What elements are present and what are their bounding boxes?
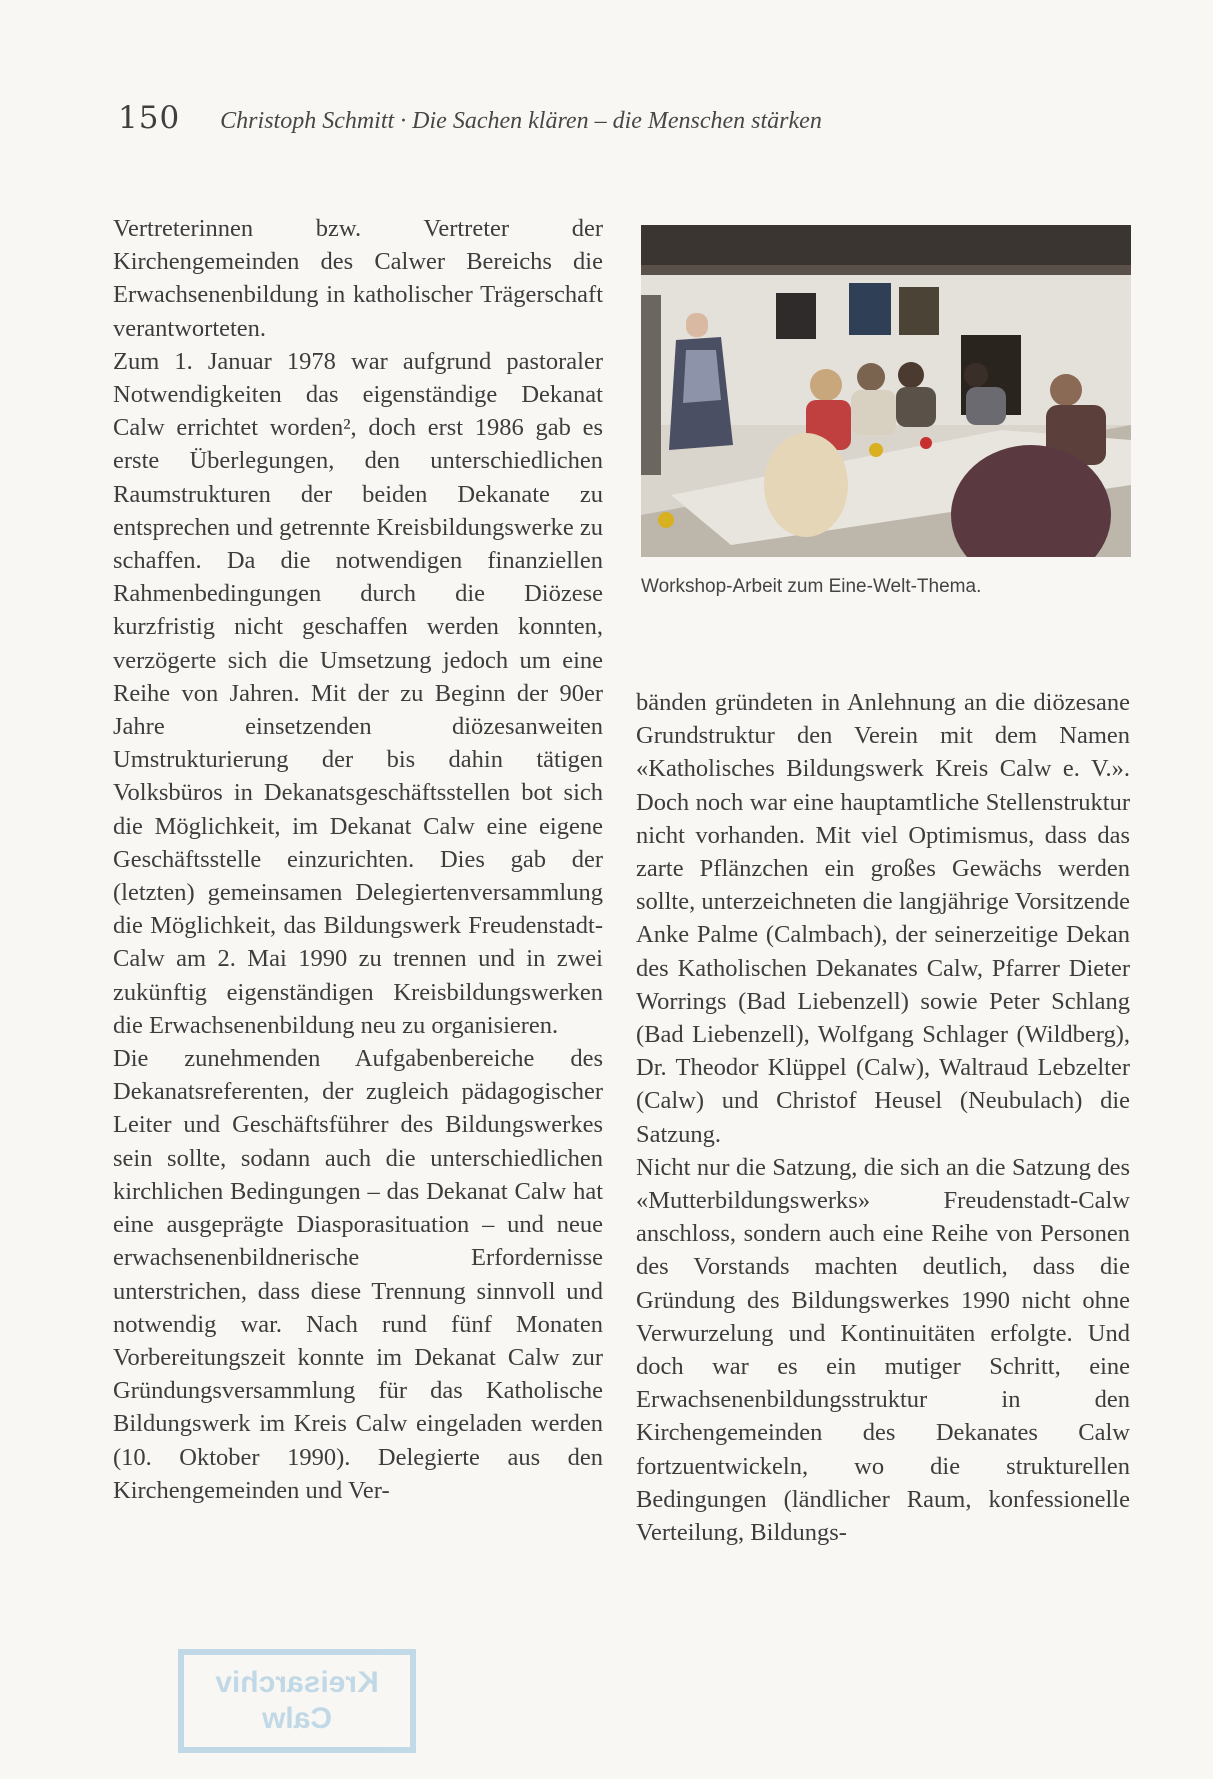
right-column: [636, 686, 1130, 1549]
running-title: Christoph Schmitt · Die Sachen klären – die Menschen stärken: [220, 108, 822, 134]
paragraph: Nicht nur die Satzung, die sich an die Satzung des «Mutterbildungswerks» Freudenstadt-Calw anschloss, sondern auch eine Reihe von Personen des Vorstands machten deutlich, dass die Gründung des Bildungswerkes 1990 nicht ohne Verwurzelung und Kontinuitäten erfolgte. Und doch war es ein mutiger Schritt, eine Erwachsenenbildungsstruktur in den Kirchengemeinden des Dekanates Calw fortzuentwickeln, wo die strukturellen Bedingungen (ländlicher Raum, konfessionelle Verteilung, Bildungs-: [636, 1153, 1130, 1547]
paragraph: bänden gründeten in Anlehnung an die diözesane Grundstruktur den Verein mit dem Namen «Katholisches Bildungswerk Kreis Calw e. V.». Doch noch war eine hauptamtliche Stellenstruktur nicht vorhanden. Mit viel Optimismus, dass das zarte Pflänzchen ein großes Gewächs werden sollte, unterzeichneten die langjährige Vorsitzende Anke Palme (Calmbach), der seinerzeitige Dekan des Katholischen Dekanates Calw, Pfarrer Dieter Worrings (Bad Liebenzell) sowie Peter Schlang (Bad Liebenzell), Wolfgang Schlager (Wildberg), Dr. Theodor Klüppel (Calw), Waltraud Lebzelter (Calw) und Christof Heusel (Neubulach) die Satzung.: [636, 689, 1130, 1148]
paragraph: Vertreterinnen bzw. Vertreter der Kirchengemeinden des Calwer Bereichs die Erwachsenenbildung in katholischer Trägerschaft verantworteten.: [113, 215, 603, 342]
paragraph: Zum 1. Januar 1978 war aufgrund pastoraler Notwendigkeiten das eigenständige Dekanat Calw errichtet worden², doch erst 1986 gab es erste Überlegungen, den unterschiedlichen Raumstrukturen der beiden Dekanate zu entsprechen und getrennte Kreisbildungswerke zu schaffen. Da die notwendigen finanziellen Rahmenbedingungen durch die Diözese kurzfristig nicht geschaffen werden konnten, verzögerte sich die Umsetzung jedoch um eine Reihe von Jahren. Mit der zu Beginn der 90er Jahre einsetzenden diözesanweiten Umstrukturierung der bis dahin tätigen Volksbüros in Dekanatsgeschäftsstellen bot sich die Möglichkeit, im Dekanat Calw eine eigene Geschäftsstelle einzurichten. Dies gab der (letzten) gemeinsamen Delegiertenversammlung die Möglichkeit, das Bildungswerk Freudenstadt-Calw am 2. Mai 1990 zu trennen und in zwei zukünftig eigenständigen Kreisbildungswerken die Erwachsenenbildung neu zu organisieren.: [113, 347, 603, 1039]
stamp-line-1: Kreisarchiv: [215, 1666, 379, 1699]
page-header: [118, 100, 822, 136]
workshop-photo-illustration: [641, 225, 1131, 557]
workshop-photo: [641, 225, 1131, 557]
page-number: 150: [118, 100, 181, 136]
archive-stamp: [178, 1649, 416, 1753]
photo-caption: Workshop-Arbeit zum Eine-Welt-Thema.: [641, 576, 982, 597]
paragraph: Die zunehmenden Aufgabenbereiche des Dekanatsreferenten, der zugleich pädagogischer Leiter und Geschäftsführer des Bildungswerkes sein sollte, sodann auch die unterschiedlichen kirchlichen Bedingungen – das Dekanat Calw hat eine ausgeprägte Diasporasituation – und neue erwachsenenbildnerische Erfordernisse unterstrichen, dass diese Trennung sinnvoll und notwendig war. Nach rund fünf Monaten Vorbereitungszeit konnte im Dekanat Calw zur Gründungsversammlung für das Katholische Bildungswerk im Kreis Calw eingeladen werden (10. Oktober 1990). Delegierte aus den Kirchengemeinden und Ver-: [113, 1045, 603, 1504]
left-column: [113, 212, 603, 1507]
stamp-line-2: Calw: [261, 1702, 333, 1735]
